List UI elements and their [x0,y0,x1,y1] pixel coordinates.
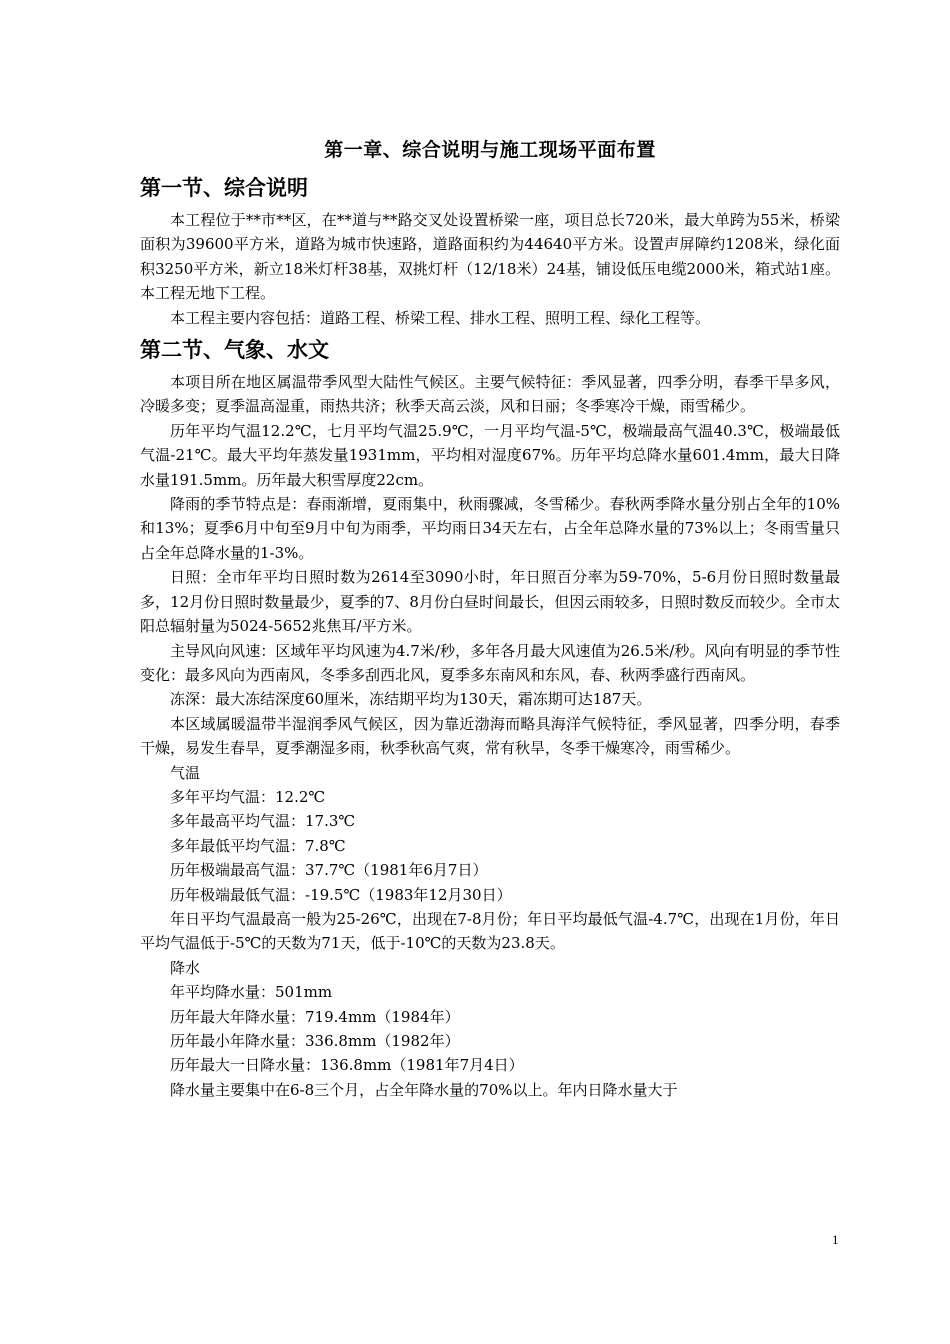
paragraph: 降雨的季节特点是：春雨渐增，夏雨集中，秋雨骤减，冬雪稀少。春秋两季降水量分别占全年的10%和13%；夏季6月中旬至9月中旬为雨季，平均雨日34天左右，占全年总降水量的73%以上；冬雨雪量只占全年总降水量的1-3%。 [140,495,840,562]
paragraph: 降水量主要集中在6-8三个月，占全年降水量的70%以上。年内日降水量大于 [170,1080,678,1099]
section-title: 第二节、气象、水文 [140,337,329,363]
page-content [140,136,840,1102]
paragraph: 本工程主要内容包括：道路工程、桥梁工程、排水工程、照明工程、绿化工程等。 [170,308,711,327]
paragraph: 多年平均气温：12.2℃ [170,787,326,806]
paragraph: 本区域属暖温带半湿润季风气候区，因为靠近渤海而略具海洋气候特征，季风显著，四季分明，春季干燥，易发生春旱，夏季潮湿多雨，秋季秋高气爽，常有秋旱，冬季干燥寒冷，雨雪稀少。 [140,714,840,758]
paragraph: 年日平均气温最高一般为25-26℃，出现在7-8月份；年日平均最低气温-4.7℃，出现在1月份，年日平均气温低于-5℃的天数为71天，低于-10℃的天数为23.8天。 [140,909,840,953]
paragraph: 历年极端最高气温：37.7℃（1981年6月7日） [170,861,488,880]
paragraph: 年平均降水量：501mm [170,983,333,1002]
chapter-title: 第一章、综合说明与施工现场平面布置 [324,139,656,161]
page-number: 1 [832,1232,839,1247]
section-title: 第一节、综合说明 [140,175,308,200]
paragraph: 多年最高平均气温：17.3℃ [170,812,356,831]
paragraph: 历年平均气温12.2℃，七月平均气温25.9℃，一月平均气温-5℃，极端最高气温40.3℃，极端最低气温-21℃。最大平均年蒸发量1931mm，平均相对湿度67%。历年平均总降水量601.4mm，最大日降水量191.5mm。历年最大积雪厚度22cm。 [140,421,840,489]
paragraph: 历年极端最低气温：-19.5℃（1983年12月30日） [170,885,512,904]
paragraph: 日照：全市年平均日照时数为2614至3090小时，年日照百分率为59-70%，5-6月份日照时数量最多，12月份日照时数量最少，夏季的7、8月份白昼时间最长，但因云雨较多，日照时数反而较少。全市太阳总辐射量为5024-5652兆焦耳/平方米。 [140,568,840,636]
paragraph: 冻深：最大冻结深度60厘米，冻结期平均为130天，霜冻期可达187天。 [170,690,652,709]
paragraph: 本工程位于**市**区，在**道与**路交叉处设置桥梁一座，项目总长720米，最大单跨为55米，桥梁面积为39600平方米，道路为城市快速路，道路面积约为44640平方米。设置声屏障约1208米，绿化面积3250平方米，新立18米灯杆38基，双挑灯杆（12/18米）24基，铺设低压电缆2000米，箱式站1座。本工程无地下工程。 [140,211,840,303]
paragraph: 主导风向风速：区域年平均风速为4.7米/秒，多年各月最大风速值为26.5米/秒。风向有明显的季节性变化：最多风向为西南风，冬季多刮西北风，夏季多东南风和东风，春、秋两季盛行西南风。 [140,641,840,684]
paragraph: 降水 [170,958,201,977]
paragraph: 多年最低平均气温：7.8℃ [170,836,346,855]
paragraph: 气温 [170,763,201,782]
paragraph: 历年最小年降水量：336.8mm（1982年） [170,1032,460,1050]
paragraph: 历年最大一日降水量：136.8mm（1981年7月4日） [170,1056,524,1075]
paragraph: 历年最大年降水量：719.4mm（1984年） [170,1007,460,1026]
paragraph: 本项目所在地区属温带季风型大陆性气候区。主要气候特征：季风显著，四季分明，春季干旱多风，冷暖多变；夏季温高湿重，雨热共济；秋季天高云淡，风和日丽；冬季寒冷干燥，雨雪稀少。 [140,373,840,416]
